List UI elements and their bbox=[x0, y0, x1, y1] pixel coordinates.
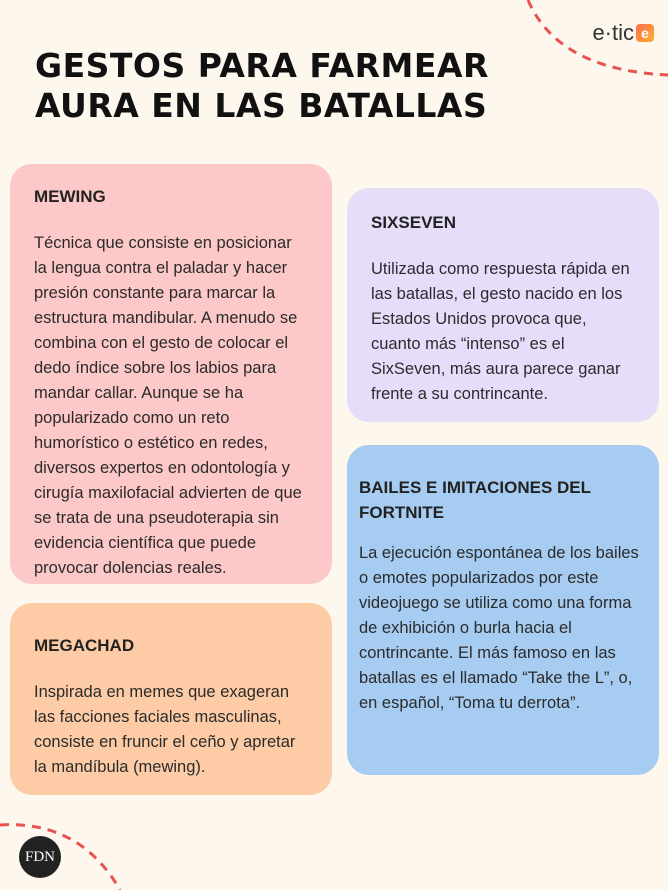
fdn-logo: FDN bbox=[19, 836, 61, 878]
title-line-2: AURA EN LAS BATALLAS bbox=[35, 86, 488, 125]
card-sixseven bbox=[347, 188, 659, 422]
logo-text: e·tic bbox=[592, 20, 634, 45]
card-megachad bbox=[10, 603, 332, 795]
card-body: Utilizada como respuesta rápida en las batallas, el gesto nacido en los Estados Unidos provoca que, cuanto más “intenso” es el SixSeven, más aura parece ganar frente a su contrincante. bbox=[371, 260, 630, 403]
card-body: Inspirada en memes que exageran las facciones faciales masculinas, consiste en fruncir el ceño y apretar la mandíbula (mewing). bbox=[34, 683, 296, 776]
card-bailes-fortnite bbox=[347, 445, 659, 775]
card-heading: SIXSEVEN bbox=[371, 213, 457, 232]
card-heading: BAILES E IMITACIONES DEL FORTNITE bbox=[359, 478, 591, 522]
card-mewing bbox=[10, 164, 332, 584]
card-body: La ejecución espontánea de los bailes o emotes popularizados por este videojuego se utiliza como una forma de exhibición o burla hacia el contrincante. El más famoso en las batallas es el llamado “Take the L”, o, en español, “Toma tu derrota”. bbox=[359, 544, 639, 712]
card-body: Técnica que consiste en posicionar la lengua contra el paladar y hacer presión constante para marcar la estructura mandibular. A menudo se combina con el gesto de colocar el dedo índice sobre los labios para mandar callar. Aunque se ha popularizado como un reto humorístico o estético en redes, diversos expertos en odontología y cirugía maxilofacial advierten de que se trata de una pseudoterapia sin evidencia científica que puede provocar dolencias reales. bbox=[34, 234, 302, 577]
card-heading: MEGACHAD bbox=[34, 636, 135, 655]
etic-logo bbox=[592, 20, 654, 46]
card-heading: MEWING bbox=[34, 187, 106, 206]
page-title bbox=[35, 46, 489, 126]
title-line-1: GESTOS PARA FARMEAR bbox=[35, 46, 489, 85]
logo-mark-icon: e bbox=[636, 24, 654, 42]
